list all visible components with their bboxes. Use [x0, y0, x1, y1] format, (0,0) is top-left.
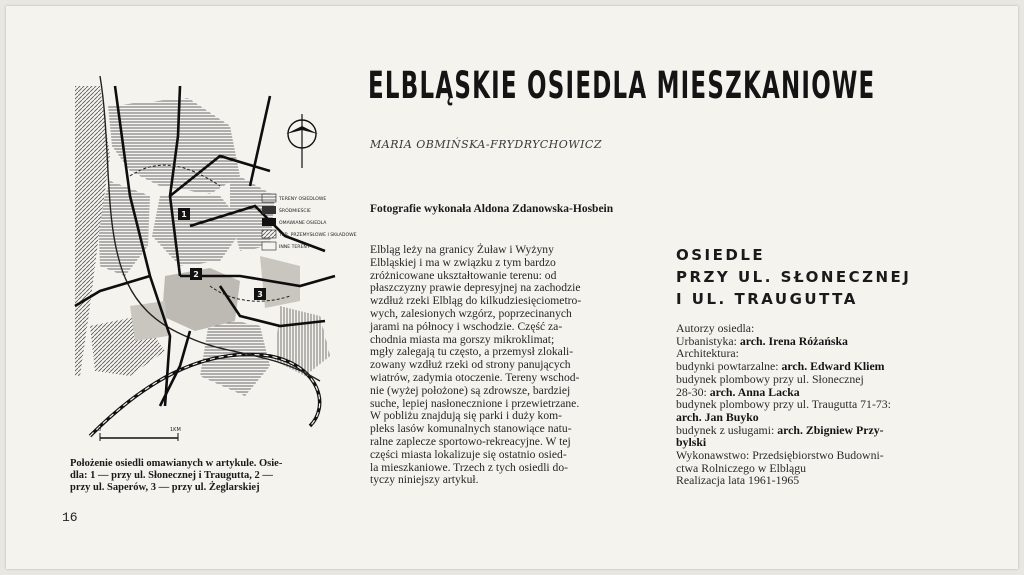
body-line: ralne zaplecze sportowo-rekreacyjne. W tej — [370, 434, 571, 448]
caption-line: przy ul. Saperów, 3 — przy ul. Żeglarskiej — [70, 481, 260, 493]
estate-marker — [254, 288, 266, 300]
legend-label: OMAWIANE OSIEDLA — [279, 221, 327, 226]
credits-block — [676, 322, 946, 487]
body-line: suche, lepiej nasłonecznione i przewietrzane. — [370, 396, 580, 410]
credit-line: Urbanistyka: arch. Irena Różańska — [676, 333, 848, 348]
section-heading-line: OSIEDLE — [676, 246, 766, 264]
section-heading-line: I UL. TRAUGUTTA — [676, 290, 858, 308]
body-line: mgły zalegają tu często, a przemysł zlokali- — [370, 345, 574, 359]
body-line: jarami na północy i wschodzie. Część za- — [370, 319, 563, 333]
body-line: płaszczyzny prawie depresyjnej na zachodzie — [370, 281, 581, 295]
credit-line: Realizacja lata 1961-1965 — [676, 473, 800, 488]
body-line: wiatrów, zadymia otoczenie. Tereny wschod- — [370, 370, 580, 384]
credit-line: 28-30: arch. Anna Lacka — [676, 384, 800, 399]
site-map — [70, 76, 357, 451]
credit-line: Architektura: — [676, 346, 739, 361]
map-caption — [70, 458, 338, 493]
credit-line: budynki powtarzalne: arch. Edward Kliem — [676, 359, 885, 374]
credit-line: arch. Jan Buyko — [676, 409, 759, 424]
body-line: W pobliżu znajdują się parki i duży kom- — [370, 409, 562, 423]
legend-label: TER. PRZEMYSŁOWE I SKŁADOWE — [279, 233, 357, 238]
credit-line: budynek z usługami: arch. Zbigniew Przy- — [676, 422, 884, 437]
estate-marker — [178, 208, 190, 220]
caption-line: dla: 1 — przy ul. Słonecznej i Traugutta, 2 — — [70, 469, 273, 481]
svg-text:2: 2 — [193, 270, 199, 279]
body-line: Elbląg leży na granicy Żuław i Wyżyny — [370, 243, 554, 256]
article-body — [370, 244, 638, 487]
body-line: la mieszkaniowe. Trzech z tych osiedli do- — [370, 460, 569, 474]
credit-line: budynek plombowy przy ul. Słonecznej — [676, 371, 864, 386]
svg-text:1KM: 1KM — [170, 427, 181, 433]
photo-credit: Fotografie wykonała Aldona Zdanowska-Hosbein — [370, 203, 614, 215]
credit-line: ctwa Rolniczego w Elblągu — [676, 460, 807, 475]
legend-label: TERENY OSIEDLOWE — [279, 197, 327, 202]
article-title: ELBLĄSKIE OSIEDLA MIESZKANIOWE — [368, 64, 876, 107]
body-line: zróżnicowane ukształtowanie terenu: od — [370, 268, 557, 282]
body-line: chodnia miasta ma gorszy mikroklimat; — [370, 332, 555, 346]
legend-label: ŚRÓDMIEŚCIE — [279, 209, 311, 214]
body-line: zowany wzdłuż rzeki od strony panujących — [370, 358, 571, 372]
city-centre-area — [130, 301, 168, 341]
scale-bar — [98, 427, 181, 441]
svg-text:3: 3 — [257, 290, 263, 299]
page-number: 16 — [62, 510, 78, 525]
body-line: Elbląskiej i ma w związku z tym bardzo — [370, 255, 556, 269]
caption-line: Położenie osiedli omawianych w artykule. Osie- — [70, 458, 283, 469]
credit-line: Wykonawstwo: Przedsiębiorstwo Budowni- — [676, 448, 884, 463]
estate-marker — [190, 268, 202, 280]
body-line: wzdłuż rzeki Elbląg do kilkudziesięciometro- — [370, 294, 582, 308]
credit-line: budynek plombowy przy ul. Traugutta 71-73: — [676, 397, 891, 412]
article-author: MARIA OBMIŃSKA-FRYDRYCHOWICZ — [370, 138, 602, 151]
section-heading-line: PRZY UL. SŁONECZNEJ — [676, 268, 912, 286]
body-line: tyczy niniejszy artykuł. — [370, 473, 479, 487]
section-heading — [676, 244, 976, 310]
legend-label: INNE TERENY — [279, 245, 310, 250]
north-arrow-icon — [286, 114, 318, 168]
body-line: nie (wyżej położone) są zdrowsze, bardziej — [370, 383, 571, 397]
body-line: wych, zalesionych wzgórz, poprzecinanych — [370, 306, 572, 320]
body-line: pleks lasów komunalnych stanowiące natu- — [370, 422, 572, 436]
body-line: części miasta lokalizuje się ostatnio osied- — [370, 447, 567, 461]
svg-text:1: 1 — [181, 210, 187, 219]
svg-text:0: 0 — [98, 427, 102, 433]
credit-line: bylski — [676, 435, 707, 450]
credit-line: Autorzy osiedla: — [676, 321, 755, 335]
